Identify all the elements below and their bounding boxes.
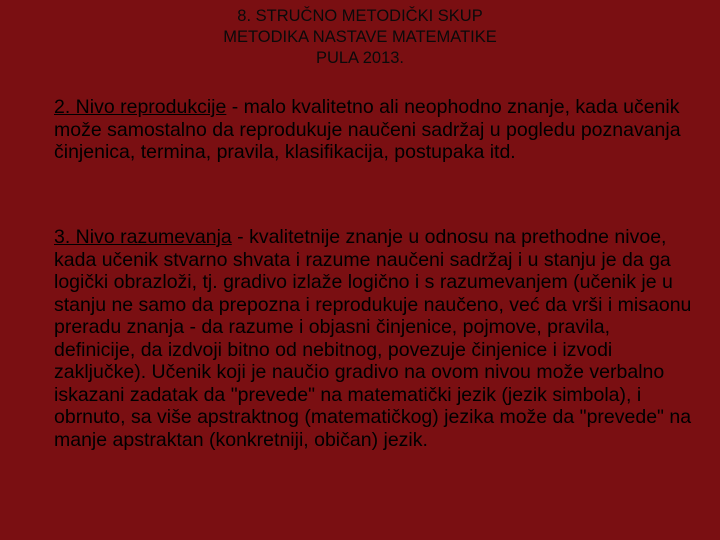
header-conference-title: 8. STRUČNO METODIČKI SKUP bbox=[237, 7, 483, 25]
header-subtitle: METODIKA NASTAVE MATEMATIKE bbox=[223, 28, 497, 46]
slide-header bbox=[0, 6, 720, 69]
paragraph-heading-understanding: 3. Nivo razumevanja bbox=[54, 226, 232, 248]
header-location-year: PULA 2013. bbox=[315, 49, 405, 67]
paragraph-understanding-level bbox=[54, 226, 694, 451]
paragraph-text-understanding: - kvalitetnije znanje u odnosu na prethodne nivoe, kada učenik stvarno shvata i razume naučeni sadržaj i u stanju je da ga logički obrazloži, tj. gradivo izlaže logično i s razumevanjem (učenik je u stanju ne samo da prepozna i reprodukuje naučeno, već da vrši i misaonu preradu znanja - da razume i objasni činjenice, pojmove, pravila, definicije, da izdvoji bitno od nebitnog, povezuje činjenice i izvodi zaključke). Učenik koji je naučio gradivo na ovom nivou može verbalno iskazani zadatak da "prevede" na matematički jezik (jezik simbola), i obrnuto, sa više apstraktnog (matematičkog) jezika može da "prevede" na manje apstraktan (konkretniji, običan) jezik. bbox=[54, 226, 692, 451]
paragraph-text-reproduction: - malo kvalitetno ali neophodno znanje, kada učenik može samostalno da reprodukuje naučeni sadržaj u pogledu poznavanja činjenica, termina, pravila, klasifikacija, postupaka itd. bbox=[54, 96, 681, 163]
paragraph-heading-reproduction: 2. Nivo reprodukcije bbox=[54, 96, 227, 118]
paragraph-reproduction-level bbox=[54, 96, 694, 164]
